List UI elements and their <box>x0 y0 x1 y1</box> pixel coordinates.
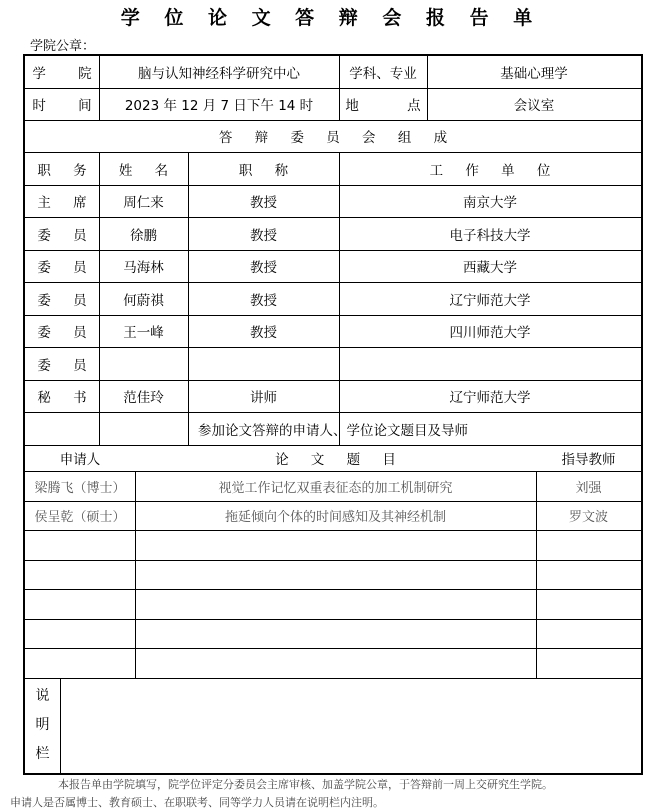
subject-value: 基础心理学 <box>500 66 568 82</box>
committee-row-role: 委 员 <box>37 357 96 374</box>
committee-row-name: 王一峰 <box>123 325 164 341</box>
subject-label: 学科、专业 <box>349 66 417 82</box>
thesis-row-advisor <box>536 530 641 560</box>
committee-row-title: 教授 <box>250 260 277 276</box>
thesis-row-applicant: 梁腾飞（博士） <box>34 480 126 496</box>
committee-row-unit: 辽宁师范大学 <box>449 292 531 309</box>
committee-row-unit: 南京大学 <box>463 195 517 211</box>
thesis-row-topic <box>135 560 536 589</box>
committee-row-name: 何蔚祺 <box>123 292 164 309</box>
thesis-row-topic: 视觉工作记忆双重表征态的加工机制研究 <box>218 480 453 496</box>
thesis-row-advisor: 刘强 <box>575 480 602 496</box>
college-seal-label: 学院公章： <box>30 39 96 54</box>
committee-row-name: 周仁来 <box>123 195 164 211</box>
thesis-row-topic <box>135 530 536 560</box>
committee-row-unit: 四川师范大学 <box>449 325 531 341</box>
notes-label <box>25 678 60 773</box>
thesis-row-applicant <box>25 560 135 589</box>
committee-row-role: 委 员 <box>37 260 96 276</box>
time-value: 2023 年 12 月 7 日下午 14 时 <box>124 98 314 114</box>
thesis-header-topic: 论 文 题 目 <box>275 452 405 468</box>
thesis-row-advisor: 罗文波 <box>568 510 608 525</box>
committee-row-title: 教授 <box>250 195 277 211</box>
thesis-row-topic <box>135 648 536 678</box>
committee-row-role: 委 员 <box>37 292 96 309</box>
committee-row-role: 主 席 <box>37 195 96 211</box>
thesis-row-topic <box>135 619 536 648</box>
thesis-row-applicant <box>25 648 135 678</box>
thesis-header-advisor: 指导教师 <box>561 452 616 468</box>
thesis-row-applicant: 侯呈乾（硕士） <box>34 510 126 525</box>
committee-header-title: 职 称 <box>238 162 298 179</box>
thesis-row-advisor <box>536 648 641 678</box>
committee-row-role: 秘 书 <box>37 390 96 406</box>
footer-line-1: 本报告单由学院填写，院学位评定分委员会主席审核、加盖学院公章，于答辩前一周上交研究生学院。 <box>58 778 553 791</box>
committee-row-title: 教授 <box>250 292 277 309</box>
notes-content <box>60 678 641 773</box>
place-value: 会议室 <box>513 98 555 114</box>
notes-label-char: 说 <box>35 688 50 704</box>
committee-row-title: 讲师 <box>250 390 277 406</box>
place-label: 地 点 <box>345 98 443 114</box>
thesis-section-title: 参加论文答辩的申请人、学位论文题目及导师 <box>198 422 468 439</box>
committee-section-title: 答 辩 委 员 会 组 成 <box>218 130 457 146</box>
page-title: 学 位 论 文 答 辩 会 报 告 单 <box>120 7 542 29</box>
committee-row-unit: 辽宁师范大学 <box>449 390 531 406</box>
committee-header-unit: 工 作 单 位 <box>429 162 560 179</box>
committee-row-title <box>188 347 339 380</box>
committee-row-title: 教授 <box>250 325 277 341</box>
college-label: 学 院 <box>32 66 106 82</box>
thesis-row-applicant <box>25 530 135 560</box>
committee-row-unit: 西藏大学 <box>463 260 517 276</box>
committee-row-title: 教授 <box>250 227 277 244</box>
footer-note <box>10 776 650 812</box>
committee-row-name <box>99 347 188 380</box>
thesis-header-applicant: 申请人 <box>59 452 101 468</box>
thesis-row-topic <box>135 589 536 619</box>
committee-header-name: 姓 名 <box>118 162 178 179</box>
committee-header-role: 职 务 <box>37 162 96 179</box>
defense-report-form <box>23 54 643 775</box>
committee-row-name: 马海林 <box>123 260 164 276</box>
notes-label-char: 明 <box>35 717 50 733</box>
committee-row-role: 委 员 <box>37 227 96 244</box>
thesis-row-topic: 拖延倾向个体的时间感知及其神经机制 <box>224 510 446 525</box>
thesis-row-advisor <box>536 560 641 589</box>
committee-row-unit: 电子科技大学 <box>449 227 531 244</box>
committee-row-unit <box>339 347 641 380</box>
thesis-row-advisor <box>536 619 641 648</box>
college-value: 脑与认知神经科学研究中心 <box>138 66 300 82</box>
committee-row-name: 范佳玲 <box>123 390 164 406</box>
thesis-row-applicant <box>25 589 135 619</box>
time-label: 时 间 <box>32 98 106 114</box>
thesis-row-advisor <box>536 589 641 619</box>
notes-label-char: 栏 <box>35 746 50 762</box>
footer-line-2: 申请人是否属博士、教育硕士、在职联考、同等学力人员请在说明栏内注明。 <box>10 796 384 809</box>
committee-row-name: 徐鹏 <box>130 227 157 244</box>
thesis-row-applicant <box>25 619 135 648</box>
committee-row-role: 委 员 <box>37 325 96 341</box>
